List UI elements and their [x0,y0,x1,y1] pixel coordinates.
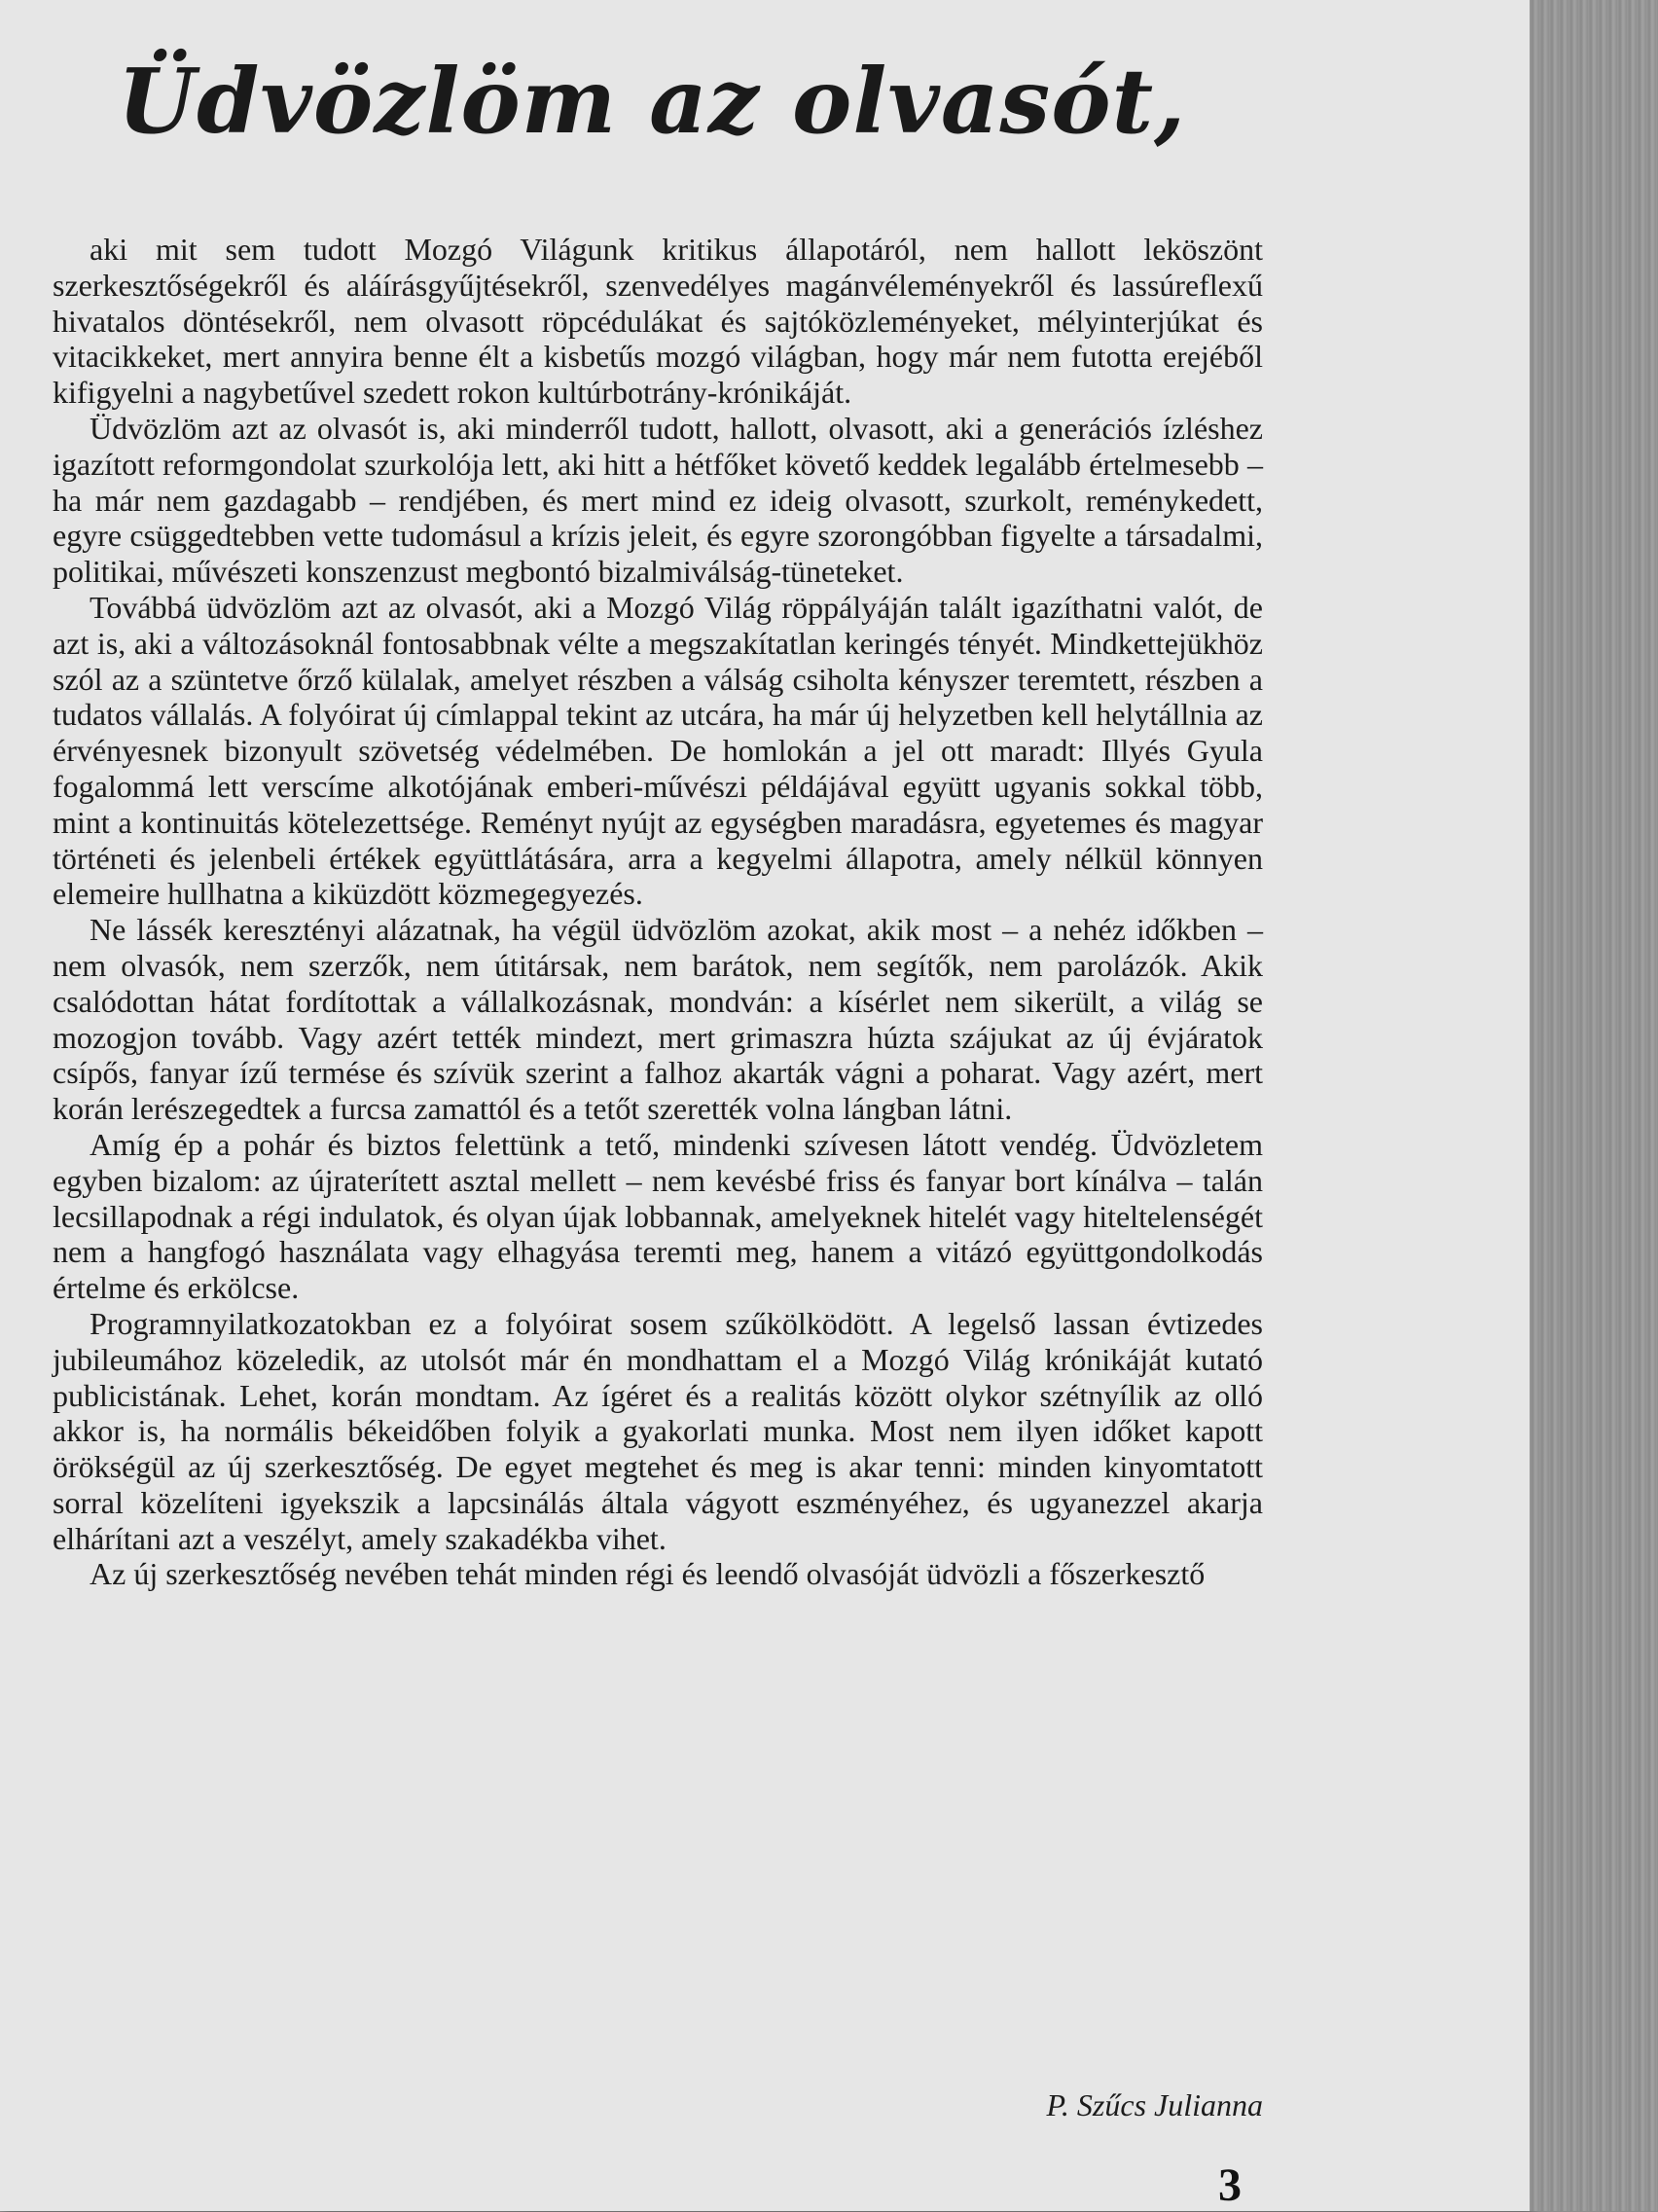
paragraph-3: Továbbá üdvözlöm azt az olvasót, aki a Mozgó Világ röppályáján talált igazíthatni valót, de azt is, aki a változásoknál fontosabbnak vélte a megszakítatlan keringés tényét. Mindkettejükhöz szól az a szüntetve őrző külalak, amelyet részben a válság csiholta kényszer teremtett, részben a tudatos vállalás. A folyóirat új címlappal tekint az utcára, ha már új helyzetben kell helytállnia az érvényesnek bizonyult szövetség védelmében. De homlokán a jel ott maradt: Illyés Gyula fogalommá lett verscíme alkotójának emberi-művészi példájával együtt ugyanis sokkal több, mint a kontinuitás kötelezettsége. Reményt nyújt az egységben maradásra, egyetemes és magyar történeti és jelenbeli értékek együttlátására, arra a kegyelmi állapotra, amely nélkül könnyen elemeire hullhatna a kiküzdött közmegegyezés. [53,589,1263,912]
page-number: 3 [1218,2159,1242,2211]
paragraph-1: aki mit sem tudott Mozgó Világunk kritikus állapotáról, nem hallott leköszönt szerkesztőségekről és aláírásgyűjtésekről, szenvedélyes magánvéleményekről és lassúreflexű hivatalos döntésekről, nem olvasott röpcédulákat és sajtóközleményeket, mélyinterjúkat és vitacikkeket, mert annyira benne élt a kisbetűs mozgó világban, hogy már nem futotta erejéből kifigyelni a nagybetűvel szedett rokon kultúrbotrány-krónikáját. [53,232,1263,411]
article-body [53,232,1263,1592]
paragraph-2: Üdvözlöm azt az olvasót is, aki minderről tudott, hallott, olvasott, aki a generációs ízléshez igazított reformgondolat szurkolója lett, aki hitt a hétfőket követő keddek legalább értelmesebb – ha már nem gazdagabb – rendjében, és mert mind ez ideig olvasott, szurkolt, reménykedett, egyre csüggedtebben vette tudomásul a krízis jeleit, és egyre szorongóbban figyelte a társadalmi, politikai, művészeti konszenzust megbontó bizalmiválság-tüneteket. [53,410,1263,590]
paragraph-7: Az új szerkesztőség nevében tehát minden régi és leendő olvasóját üdvözli a főszerkesztő [90,1556,1206,1592]
paragraph-4: Ne lássék keresztényi alázatnak, ha végül üdvözlöm azokat, akik most – a nehéz időkben – nem olvasók, nem szerzők, nem útitársak, nem barátok, nem segítők, nem parolázók. Akik csalódottan hátat fordítottak a vállalkozásnak, mondván: a kísérlet nem sikerült, a világ se mozogjon tovább. Vagy azért tették mindezt, mert grimaszra húzta szájukat az új évjáratok csípős, fanyar ízű termése és szívük szerint a falhoz akarták vágni a poharat. Vagy azért, mert korán lerészegedtek a furcsa zamattól és a tetőt szerették volna lángban látni. [53,912,1263,1127]
background-surface [1530,0,1658,2211]
author-signature: P. Szűcs Julianna [1046,2087,1263,2122]
paragraph-6: Programnyilatkozatokban ez a folyóirat sosem szűkölködött. A legelső lassan évtizedes jubileumához közeledik, az utolsót már én mondhattam el a Mozgó Világ krónikáját kutató publicistának. Lehet, korán mondtam. Az ígéret és a realitás között olykor szétnyílik az olló akkor is, ha normális békeidőben folyik a gyakorlati munka. Most nem ilyen időket kapott örökségül az új szerkesztőség. De egyet megtehet és meg is akar tenni: minden kinyomtatott sorral közelíteni igyekszik a lapcsinálás általa vágyott eszményéhez, és ugyanezzel akarja elhárítani azt a veszélyt, amely szakadékba vihet. [53,1305,1263,1556]
page-title: Üdvözlöm az olvasót, [117,49,1187,154]
paragraph-5: Amíg ép a pohár és biztos felettünk a tető, mindenki szívesen látott vendég. Üdvözletem egyben bizalom: az újraterített asztal mellett – nem kevésbé friss és fanyar bort kínálva – talán lecsillapodnak a régi indulatok, és olyan újak lobbannak, amelyeknek hitelét vagy hiteltelenségét nem a hangfogó használata vagy elhagyása teremti meg, hanem a vitázó együttgondolkodás értelme és erkölcse. [53,1126,1263,1306]
